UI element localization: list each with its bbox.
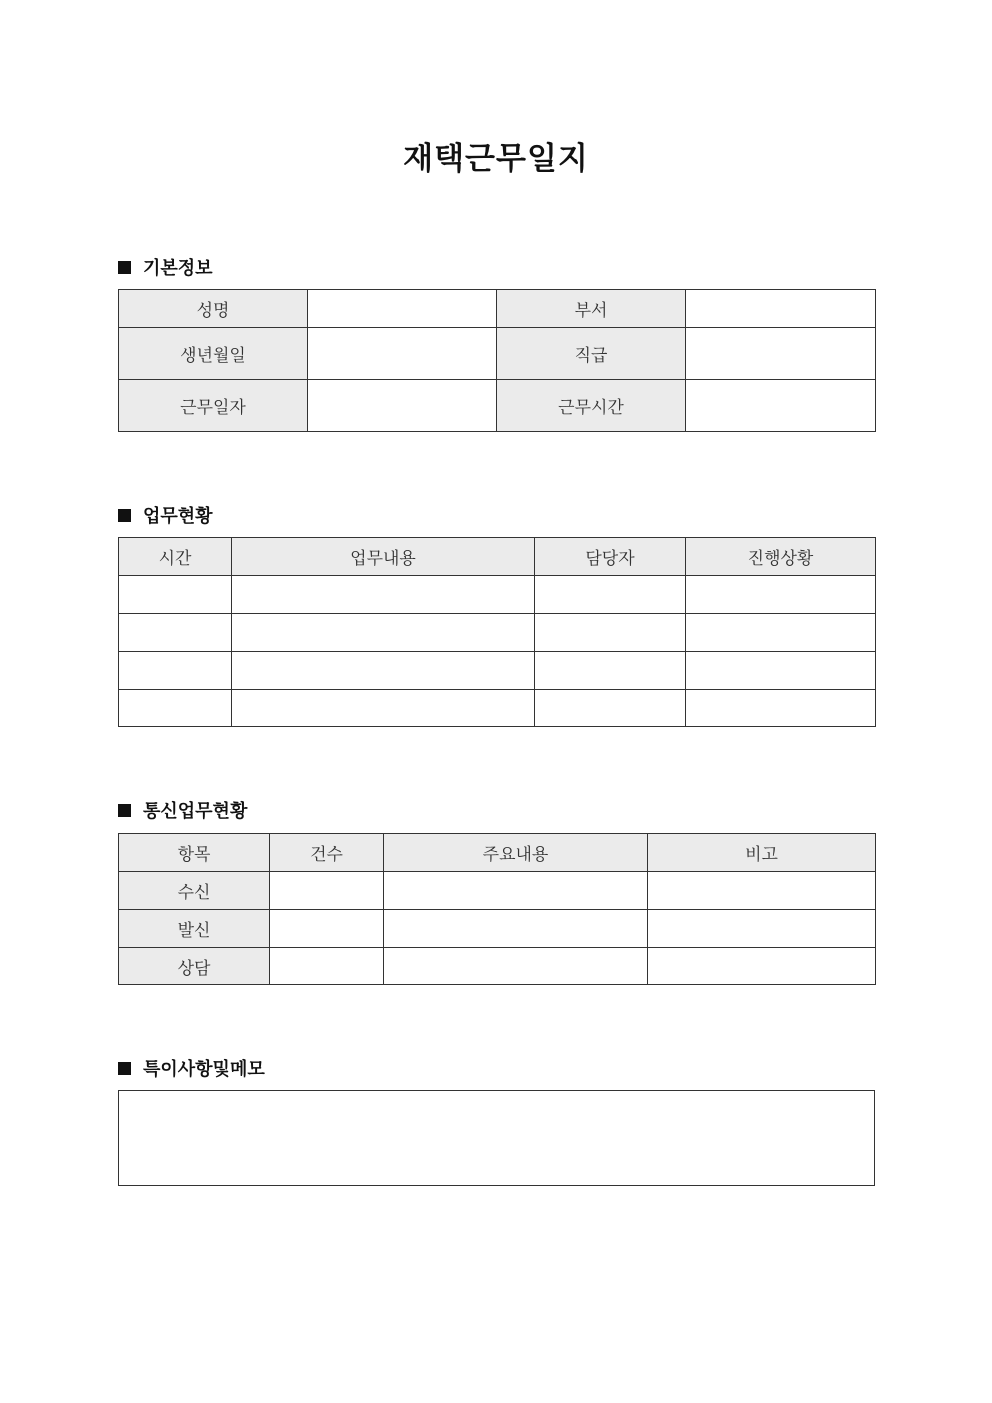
name-label: 성명 <box>119 290 308 328</box>
table-row <box>119 690 876 727</box>
remarks-cell[interactable] <box>648 872 876 910</box>
assignee-cell[interactable] <box>535 690 686 727</box>
work-date-field[interactable] <box>308 380 497 432</box>
birthdate-field[interactable] <box>308 328 497 380</box>
work-status-table <box>118 537 876 727</box>
table-row <box>119 614 876 652</box>
column-header: 비고 <box>648 834 876 872</box>
work-status-heading-label: 업무현황 <box>143 506 213 527</box>
count-cell[interactable] <box>270 872 384 910</box>
position-label: 직급 <box>497 328 686 380</box>
square-bullet-icon <box>118 509 131 522</box>
task-cell[interactable] <box>232 576 535 614</box>
row-label: 발신 <box>119 910 270 948</box>
count-cell[interactable] <box>270 910 384 948</box>
notes-memo-box[interactable] <box>118 1090 875 1186</box>
assignee-cell[interactable] <box>535 614 686 652</box>
table-row <box>119 872 876 910</box>
content-cell[interactable] <box>384 948 648 985</box>
table-row <box>119 910 876 948</box>
table-header-row <box>119 834 876 872</box>
task-cell[interactable] <box>232 652 535 690</box>
work-date-label: 근무일자 <box>119 380 308 432</box>
basic-info-heading-label: 기본정보 <box>143 258 213 279</box>
progress-cell[interactable] <box>686 690 876 727</box>
remarks-cell[interactable] <box>648 948 876 985</box>
time-cell[interactable] <box>119 614 232 652</box>
work-hours-field[interactable] <box>686 380 876 432</box>
content-cell[interactable] <box>384 910 648 948</box>
assignee-cell[interactable] <box>535 576 686 614</box>
table-header-row <box>119 538 876 576</box>
basic-info-heading <box>118 254 213 280</box>
notes-heading-label: 특이사항및메모 <box>143 1059 265 1080</box>
row-label: 상담 <box>119 948 270 985</box>
birthdate-label: 생년월일 <box>119 328 308 380</box>
progress-cell[interactable] <box>686 652 876 690</box>
content-cell[interactable] <box>384 872 648 910</box>
count-cell[interactable] <box>270 948 384 985</box>
table-row <box>119 290 876 328</box>
time-cell[interactable] <box>119 576 232 614</box>
assignee-cell[interactable] <box>535 652 686 690</box>
notes-heading <box>118 1055 265 1081</box>
column-header: 진행상황 <box>686 538 876 576</box>
progress-cell[interactable] <box>686 576 876 614</box>
column-header: 항목 <box>119 834 270 872</box>
name-field[interactable] <box>308 290 497 328</box>
column-header: 업무내용 <box>232 538 535 576</box>
table-row <box>119 576 876 614</box>
task-cell[interactable] <box>232 690 535 727</box>
progress-cell[interactable] <box>686 614 876 652</box>
column-header: 담당자 <box>535 538 686 576</box>
column-header: 건수 <box>270 834 384 872</box>
table-row <box>119 948 876 985</box>
work-hours-label: 근무시간 <box>497 380 686 432</box>
row-label: 수신 <box>119 872 270 910</box>
table-row <box>119 652 876 690</box>
square-bullet-icon <box>118 1062 131 1075</box>
column-header: 주요내용 <box>384 834 648 872</box>
page-title: 재택근무일지 <box>403 141 589 177</box>
task-cell[interactable] <box>232 614 535 652</box>
remarks-cell[interactable] <box>648 910 876 948</box>
time-cell[interactable] <box>119 690 232 727</box>
time-cell[interactable] <box>119 652 232 690</box>
column-header: 시간 <box>119 538 232 576</box>
table-row <box>119 380 876 432</box>
basic-info-table <box>118 289 876 432</box>
comm-status-table <box>118 833 876 985</box>
work-status-heading <box>118 502 213 528</box>
table-row <box>119 328 876 380</box>
comm-status-heading <box>118 797 247 823</box>
department-label: 부서 <box>497 290 686 328</box>
square-bullet-icon <box>118 261 131 274</box>
square-bullet-icon <box>118 804 131 817</box>
position-field[interactable] <box>686 328 876 380</box>
department-field[interactable] <box>686 290 876 328</box>
comm-status-heading-label: 통신업무현황 <box>143 801 248 822</box>
